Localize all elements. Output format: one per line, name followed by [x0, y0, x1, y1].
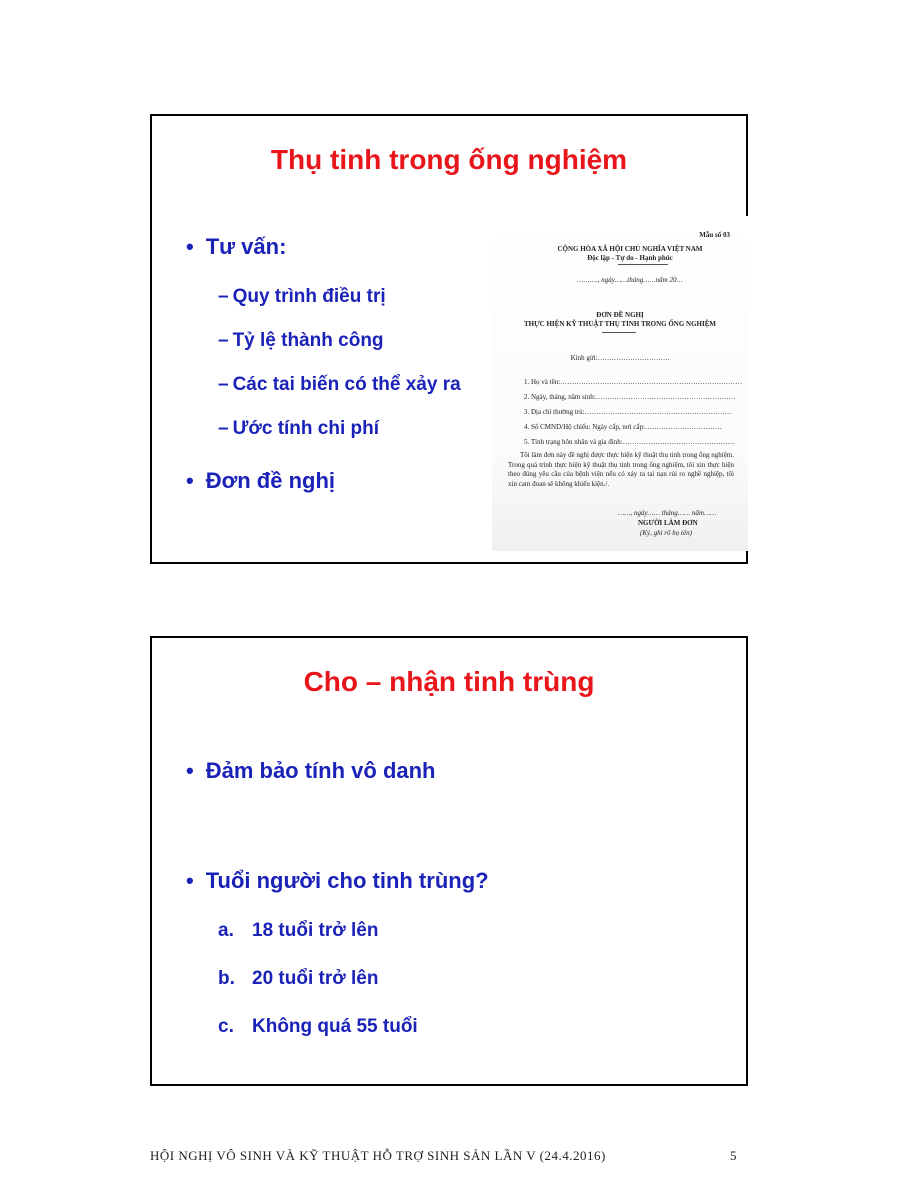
divider [602, 332, 636, 333]
form-body: Tôi làm đơn này đề nghị được thực hiện kỹ thuật thụ tinh trong ống nghiệm. Trong quá trình thực hiện kỹ thuật thụ tinh trong ống nghiệm, tôi xin thực hiện theo đúng yêu cầu của bệnh viện nếu có xảy ra tai nạn rủi ro nghề nghiệp, tôi xin cam đoan sẽ không khiếu kiện./. [508, 451, 734, 488]
bullet-label: Đơn đề nghị [205, 468, 335, 493]
form-republic: CỘNG HÒA XÃ HỘI CHỦ NGHĨA VIỆT NAM [557, 245, 703, 253]
form-signer: NGƯỜI LÀM ĐƠN [638, 519, 698, 527]
slide-ivf [150, 114, 748, 564]
dash-icon: – [218, 330, 229, 351]
bullet-icon: • [186, 758, 194, 783]
option-label: Không quá 55 tuổi [252, 1016, 418, 1037]
age-option [218, 920, 378, 942]
bullet-label: Đảm bảo tính vô danh [205, 758, 436, 783]
age-option [218, 968, 378, 990]
bullet-icon: • [186, 234, 194, 259]
dash-icon: – [218, 374, 229, 395]
form-recipient: Kính gửi:…………………………. [570, 354, 670, 362]
divider [618, 264, 668, 265]
slide-sperm-donation [150, 636, 748, 1086]
sub-item-label: Quy trình điều trị [232, 286, 386, 307]
form-sign-note: (Ký, ghi rõ họ tên) [640, 529, 692, 537]
bullet-icon: • [186, 868, 194, 893]
bullet-label: Tư vấn: [205, 234, 287, 259]
sub-item [218, 374, 461, 396]
bullet-counseling [186, 234, 286, 260]
slide-title: Thụ tinh trong ống nghiệm [270, 144, 628, 175]
form-sign-date: ……, ngày…… tháng…… năm…… [618, 509, 717, 517]
option-letter: a. [218, 920, 234, 941]
bullet-icon: • [186, 468, 194, 493]
form-number: Mẫu số 03 [699, 231, 730, 239]
form-motto: Độc lập - Tự do - Hạnh phúc [587, 254, 673, 262]
slide-title: Cho – nhận tinh trùng [303, 666, 595, 697]
sub-item-label: Tỷ lệ thành công [232, 330, 384, 351]
sub-item-label: Ước tính chi phí [232, 418, 380, 439]
form-date-line: ………., ngày……tháng……năm 20… [577, 276, 683, 284]
page-number: 5 [730, 1148, 737, 1163]
sub-item [218, 330, 384, 352]
option-label: 18 tuổi trở lên [252, 920, 379, 941]
bullet-donor-age [186, 868, 489, 894]
form-title: ĐƠN ĐỀ NGHỊ [596, 311, 644, 319]
form-field: 1. Họ và tên:…………………………………………………………………… [524, 378, 743, 386]
bullet-request-form [186, 468, 335, 494]
sub-item [218, 418, 379, 440]
option-letter: b. [218, 968, 235, 989]
form-field: 5. Tình trạng hôn nhân và gia đình:………………………………………… [524, 438, 735, 446]
form-subtitle: THỰC HIỆN KỸ THUẬT THỤ TINH TRONG ỐNG NGHIỆM [523, 320, 716, 328]
form-field: 4. Số CMND/Hộ chiếu: Ngày cấp, nơi cấp:…………………………… [524, 423, 722, 431]
sub-item [218, 286, 386, 308]
bullet-label: Tuổi người cho tinh trùng? [205, 868, 489, 893]
dash-icon: – [218, 418, 229, 439]
option-letter: c. [218, 1016, 234, 1037]
request-form-image [492, 216, 748, 551]
age-option [218, 1016, 418, 1038]
sub-item-label: Các tai biến có thể xảy ra [232, 374, 461, 395]
form-field: 2. Ngày, tháng, năm sinh:…………………………………………………… [524, 393, 736, 401]
dash-icon: – [218, 286, 229, 307]
bullet-anonymity [186, 758, 436, 784]
form-field: 3. Địa chỉ thường trú:……………………………………………………… [524, 408, 732, 416]
footer-conference: HỘI NGHỊ VÔ SINH VÀ KỸ THUẬT HỖ TRỢ SINH SẢN LẦN V (24.4.2016) [150, 1148, 606, 1163]
option-label: 20 tuổi trở lên [252, 968, 379, 989]
